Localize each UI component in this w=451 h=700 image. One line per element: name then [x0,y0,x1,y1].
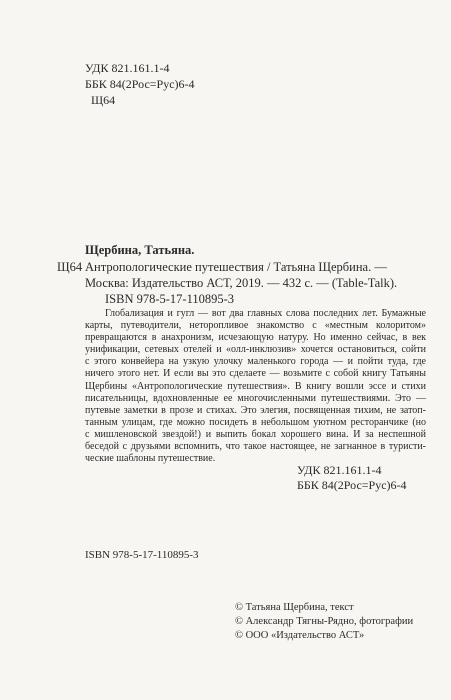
citation-isbn: ISBN 978-5-17-110895-3 [105,292,235,306]
classification-bbk: ББК 84(2Рос=Рус)6-4 [297,478,407,492]
citation-code: Щ64 [57,260,83,274]
copyright-text: © Татьяна Щербина, текст [235,602,354,613]
annotation-line: Щербины «Антропологические путешествия». В книгу вошли эссе и стихи [85,380,426,392]
annotation-line: ческие шаблоны путешествие. [85,453,216,465]
citation-title-line: Антропологические путешествия / Татьяна Щербина. — [85,260,387,274]
annotation-line: писательницы, вдохновленные ее многочисленными путешествиями. Это — [85,392,426,404]
copyright-publisher: © ООО «Издательство АСТ» [235,630,365,641]
citation-author: Щербина, Татьяна. [85,243,195,257]
annotation-line: карты, путеводители, неторопливое знакомство с «местным колоритом» [85,320,426,332]
annotation-line: с этого конвейера на узкую улочку маленького города — и пойти туда, где [85,356,426,368]
annotation-line: танным улицам, где можно посидеть в небольшом уютном ресторанчике (но [85,416,426,428]
isbn-bottom: ISBN 978-5-17-110895-3 [85,549,199,561]
annotation-line: Глобализация и гугл — вот два главных слова последних лет. Бумажные [105,308,426,319]
annotation-line: путевые заметки в прозе и стихах. Это элегия, посвященная тихим, не затоп- [85,404,426,416]
annotation-line: превращаются в анахронизм, исчезающую натуру. Но именно сейчас, в век [85,332,426,344]
header-udk: УДК 821.161.1-4 [85,61,170,75]
header-bbk: ББК 84(2Рос=Рус)6-4 [85,77,195,91]
annotation-text [85,308,426,465]
annotation-line: с мишленовской звездой!) и выпить бокал хорошего вина. И за неспешной [85,428,426,440]
annotation-line: беседой с друзьями вспомнить, что такое настоящее, не загнанное в туристи- [85,441,426,453]
classification-udk: УДК 821.161.1-4 [297,463,382,477]
copyright-photos: © Александр Тягны-Рядно, фотографии [235,616,414,627]
header-code: Щ64 [91,93,116,107]
citation-publisher-line: Москва: Издательство АСТ, 2019. — 432 с. — (Table-Talk). [85,276,398,290]
annotation-line: ничего этого нет. И если вы это сделаете — возьмите с собой книгу Татьяны [85,368,426,380]
annotation-line: унификации, сетевых отелей и «олл-инклюзив» хочется остановиться, сойти [85,344,426,356]
